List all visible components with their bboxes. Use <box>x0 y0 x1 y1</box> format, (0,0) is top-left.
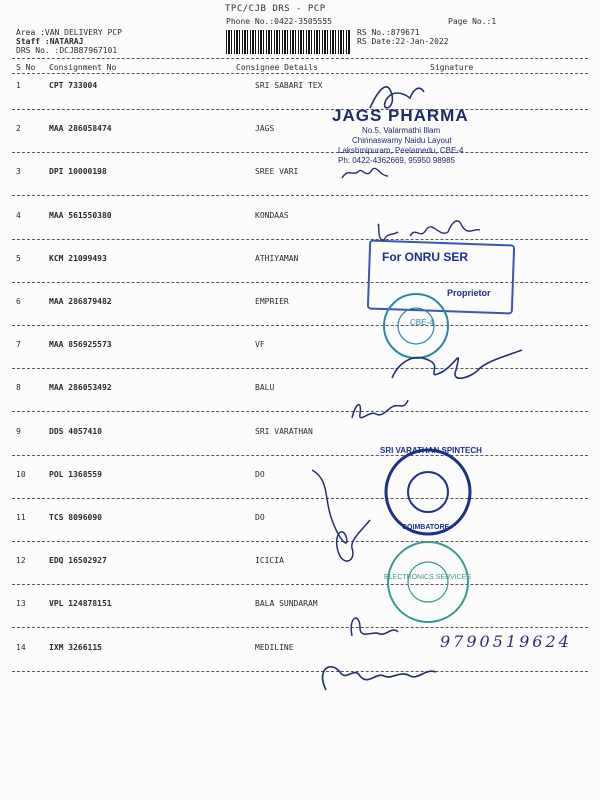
area-field: Area :VAN DELIVERY PCP <box>16 28 122 37</box>
rs-number: RS No.:879671 <box>357 28 420 37</box>
row-serial-number: 12 <box>16 556 26 565</box>
row-serial-number: 3 <box>16 167 21 176</box>
row-consignee-name: JAGS <box>255 124 275 133</box>
electronics-stamp-inner <box>408 562 448 602</box>
row-consignment-number: DPI 10000198 <box>49 167 107 176</box>
jags-stamp-address-line: Lakshmipuram, Peelamedu, CBE-4 <box>338 146 464 155</box>
sri-varathan-stamp-outer <box>386 450 470 534</box>
row-serial-number: 1 <box>16 81 21 90</box>
signature-row-8 <box>352 400 408 418</box>
row-consignment-number: MAA 286879482 <box>49 297 112 306</box>
row-consignee-name: BALA SUNDARAM <box>255 599 318 608</box>
row-consignee-name: SRI VARATHAN <box>255 427 313 436</box>
row-consignment-number: VPL 124878151 <box>49 599 112 608</box>
sri-varathan-stamp-inner <box>408 472 448 512</box>
row-serial-number: 6 <box>16 297 21 306</box>
row-serial-number: 4 <box>16 211 21 220</box>
rs-date: RS Date:22-Jan-2022 <box>357 37 449 46</box>
drs-number: DRS No. :DCJB87967101 <box>16 46 118 55</box>
row-serial-number: 8 <box>16 383 21 392</box>
column-header-signature: Signature <box>430 63 474 72</box>
row-consignee-name: KONDAAS <box>255 211 289 220</box>
row-consignment-number: IXM 3266115 <box>49 643 102 652</box>
row-serial-number: 7 <box>16 340 21 349</box>
sri-varathan-stamp-city: COIMBATORE <box>402 524 450 531</box>
row-consignee-name: ATHIYAMAN <box>255 254 299 263</box>
row-consignee-name: VF <box>255 340 265 349</box>
row-consignee-name: EMPRIER <box>255 297 289 306</box>
row-consignee-name: SRI SABARI TEX <box>255 81 323 90</box>
signature-row-1 <box>370 87 424 108</box>
jags-stamp-address-line: No.5, Valarmathi Illam <box>362 126 441 135</box>
row-consignment-number: POL 1368559 <box>49 470 102 479</box>
jags-stamp-address-line: Chinnaswamy Naidu Layout <box>352 136 452 145</box>
row-consignment-number: CPT 733004 <box>49 81 98 90</box>
sri-varathan-stamp-ring-text: SRI VARATHAN SPINTECH <box>380 446 482 455</box>
row-consignment-number: MAA 561550380 <box>49 211 112 220</box>
column-header-consignee: Consignee Details <box>236 63 318 72</box>
staff-field: Staff :NATARAJ <box>16 37 84 46</box>
onru-stamp-city: CBE-4 <box>410 318 434 327</box>
row-consignment-number: EDQ 16502927 <box>49 556 107 565</box>
row-serial-number: 13 <box>16 599 26 608</box>
signature-row-4 <box>378 221 480 240</box>
electronics-stamp-outer <box>388 542 468 622</box>
row-consignment-number: TCS 8096090 <box>49 513 102 522</box>
column-header-sno: S No <box>16 63 36 72</box>
phone-number: Phone No.:0422-3505555 <box>226 17 332 26</box>
row-serial-number: 14 <box>16 643 26 652</box>
row-consignee-name: ICICIA <box>255 556 284 565</box>
row-consignee-name: BALU <box>255 383 275 392</box>
signature-row-7 <box>392 350 522 378</box>
row-serial-number: 11 <box>16 513 26 522</box>
row-consignee-name: MEDILINE <box>255 643 294 652</box>
row-consignment-number: MAA 856925573 <box>49 340 112 349</box>
onru-ser-stamp-proprietor: Proprietor <box>447 288 491 298</box>
electronics-stamp-ring-text: ELECTRONICS SERVICES <box>384 574 472 581</box>
jags-stamp-phone-line: Ph: 0422-4362669, 95950 98985 <box>338 156 455 165</box>
signature-row-10 <box>312 470 370 561</box>
row-consignee-name: SREE VARI <box>255 167 299 176</box>
handwritten-phone-number: 9790519624 <box>440 632 572 651</box>
row-serial-number: 2 <box>16 124 21 133</box>
signature-row-3 <box>342 168 388 178</box>
row-consignment-number: MAA 286058474 <box>49 124 112 133</box>
document-title: TPC/CJB DRS - PCP <box>225 4 326 14</box>
row-serial-number: 10 <box>16 470 26 479</box>
row-consignment-number: MAA 286053492 <box>49 383 112 392</box>
row-consignee-name: DO <box>255 513 265 522</box>
row-consignment-number: KCM 21099493 <box>49 254 107 263</box>
row-consignment-number: DDS 4057410 <box>49 427 102 436</box>
page-number: Page No.:1 <box>448 17 497 26</box>
jags-pharma-stamp-name: JAGS PHARMA <box>332 106 469 125</box>
row-consignee-name: DO <box>255 470 265 479</box>
row-serial-number: 9 <box>16 427 21 436</box>
onru-ser-stamp-title: For ONRU SER <box>382 250 469 264</box>
row-serial-number: 5 <box>16 254 21 263</box>
signature-row-14 <box>323 667 436 690</box>
signature-row-13 <box>351 618 398 636</box>
column-header-consignment: Consignment No <box>49 63 117 72</box>
